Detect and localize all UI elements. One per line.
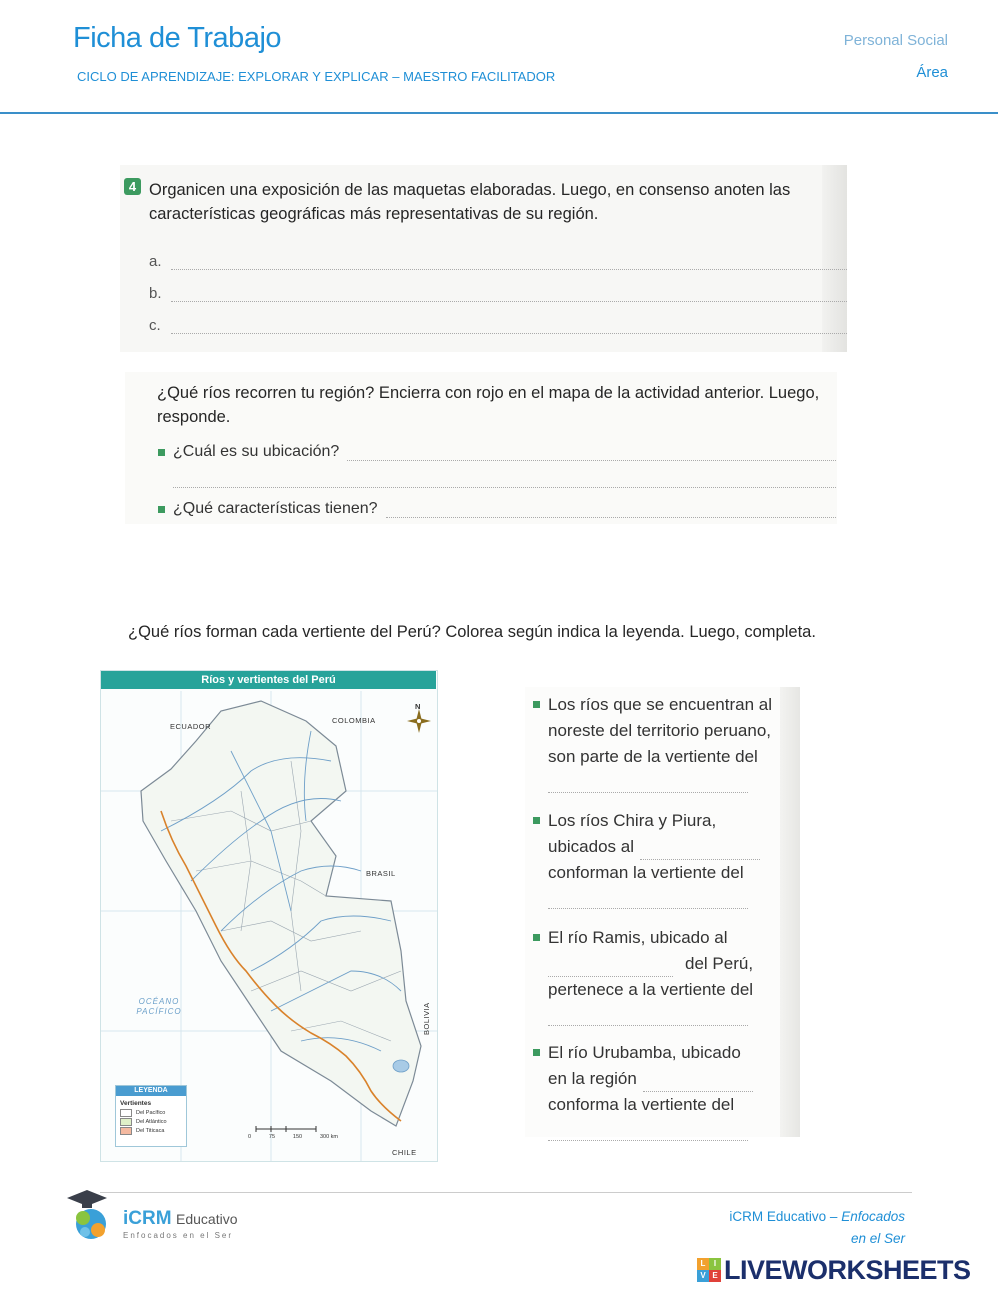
- completion-field-2b[interactable]: [548, 886, 748, 909]
- answer-row-c: [149, 312, 847, 334]
- answer-field-location[interactable]: [347, 444, 836, 461]
- badge-letter: I: [709, 1258, 721, 1270]
- answer-field-characteristics[interactable]: [386, 501, 836, 518]
- icrm-logo-icon: [63, 1188, 121, 1244]
- activity-4-prompt: Organicen una exposición de las maquetas elaboradas. Luego, en consenso anoten las características geográficas más representativas de su región.: [149, 181, 791, 223]
- map-legend: [115, 1085, 187, 1147]
- scale-label: 300 km: [319, 1134, 338, 1140]
- bullet-row: [158, 441, 836, 463]
- bullet-row: [158, 498, 836, 520]
- completion-field-4a[interactable]: [643, 1071, 753, 1092]
- completion-bullet-icon: [533, 934, 540, 941]
- lake-titicaca: [393, 1060, 409, 1072]
- completion-line: El río Ramis, ubicado al: [548, 928, 728, 947]
- scale-label: 150: [292, 1134, 303, 1140]
- rivers-question-prompt: ¿Qué ríos recorren tu región? Encierra con rojo en el mapa de la actividad anterior. Luego, responde.: [157, 384, 820, 426]
- rivers-bullets: [158, 441, 836, 520]
- completion-bullet-icon: [533, 817, 540, 824]
- completion-line: del Perú,: [685, 954, 754, 973]
- map-title: Ríos y vertientes del Perú: [101, 671, 436, 689]
- completion-row: [548, 808, 808, 834]
- footer-divider: [100, 1192, 912, 1193]
- legend-label: Del Pacífico: [136, 1110, 166, 1116]
- completion-field-3b[interactable]: [548, 1003, 748, 1026]
- completion-line: conforma la vertiente del: [548, 1095, 735, 1114]
- map-label-brasil: BRASIL: [366, 869, 396, 878]
- completion-field-1[interactable]: [548, 770, 748, 793]
- activity-4-answers: [149, 248, 847, 334]
- badge-letter: E: [709, 1270, 721, 1282]
- completion-line: Los ríos Chira y Piura,: [548, 811, 717, 830]
- completion-row: [548, 951, 808, 977]
- area-label: Área: [916, 64, 948, 81]
- scale-label: 0: [248, 1134, 252, 1140]
- legend-label: Del Titicaca: [136, 1128, 165, 1134]
- completion-field-4b[interactable]: [548, 1118, 748, 1141]
- footer-brand-italic: Enfocados: [841, 1209, 905, 1224]
- badge-letter: V: [697, 1270, 709, 1282]
- completion-item-4: [548, 1040, 808, 1141]
- completion-line: conforman la vertiente del: [548, 863, 744, 882]
- completion-row: [548, 1066, 808, 1092]
- map-label-ocean: OCÉANO PACÍFICO: [136, 997, 182, 1016]
- completion-item-2: [548, 808, 808, 909]
- bullet-icon: [158, 449, 165, 456]
- legend-title: Vertientes: [120, 1100, 152, 1107]
- completion-line: pertenece a la vertiente del: [548, 980, 754, 999]
- completion-bullet-icon: [533, 701, 540, 708]
- map-label-chile: CHILE: [392, 1148, 417, 1157]
- map-label-bolivia: BOLIVIA: [422, 1002, 431, 1035]
- legend-item-atlantico[interactable]: [120, 1118, 182, 1126]
- logo-main: iCRM: [123, 1208, 172, 1229]
- legend-item-pacifico[interactable]: [120, 1109, 182, 1117]
- answer-field-b[interactable]: [171, 287, 847, 302]
- bullet-question-location: ¿Cuál es su ubicación?: [173, 443, 340, 460]
- footer-brand-text: iCRM Educativo –: [729, 1209, 838, 1224]
- legend-swatch: [120, 1118, 132, 1126]
- bullet-question-characteristics: ¿Qué características tienen?: [173, 500, 378, 517]
- peru-territory: [141, 701, 421, 1126]
- badge-letter: L: [697, 1258, 709, 1270]
- answer-field-a[interactable]: [171, 255, 847, 270]
- answer-label: b.: [149, 285, 162, 302]
- map-label-colombia: COLOMBIA: [332, 716, 376, 725]
- page-subtitle: CICLO DE APRENDIZAJE: EXPLORAR Y EXPLICAR – MAESTRO FACILITADOR: [77, 69, 556, 84]
- answer-field-location-2[interactable]: [173, 463, 836, 488]
- scale-labels: [248, 1134, 338, 1140]
- logo-tagline: Enfocados en el Ser: [123, 1231, 234, 1240]
- footer-brand: [717, 1206, 905, 1250]
- bullet-icon: [158, 506, 165, 513]
- legend-item-titicaca[interactable]: [120, 1127, 182, 1135]
- activity-number-badge: 4: [124, 178, 141, 195]
- completion-item-3: [548, 925, 808, 1026]
- completion-line: El río Urubamba, ubicado: [548, 1043, 741, 1062]
- legend-header: LEYENDA: [116, 1086, 186, 1096]
- compass-rose-icon: [407, 709, 431, 733]
- legend-label: Del Atlántico: [136, 1119, 167, 1125]
- completion-bullet-icon: [533, 1049, 540, 1056]
- completion-field-2a[interactable]: [640, 839, 760, 860]
- liveworksheets-badge-icon: [697, 1258, 721, 1282]
- legend-swatch: [120, 1109, 132, 1117]
- answer-label: a.: [149, 253, 162, 270]
- legend-swatch: [120, 1127, 132, 1135]
- liveworksheets-logo[interactable]: LIVEWORKSHEETS: [724, 1255, 971, 1285]
- answer-row-b: [149, 280, 847, 302]
- answer-field-c[interactable]: [171, 319, 847, 334]
- completion-line: noreste del territorio peruano,: [548, 721, 772, 740]
- map-label-ecuador: ECUADOR: [170, 722, 212, 731]
- completion-line: en la región: [548, 1069, 637, 1088]
- completion-item-1: [548, 692, 808, 793]
- slopes-question-prompt: ¿Qué ríos forman cada vertiente del Perú? Colorea según indica la leyenda. Luego, completa.: [128, 623, 816, 641]
- completion-line: son parte de la vertiente del: [548, 747, 758, 766]
- completion-field-3a[interactable]: [548, 956, 673, 977]
- compass-north-label: N: [415, 702, 421, 711]
- footer-brand-line2: en el Ser: [850, 1231, 905, 1246]
- completion-row: [548, 834, 808, 860]
- page-title: Ficha de Trabajo: [73, 22, 282, 54]
- scale-label: 75: [268, 1134, 276, 1140]
- completion-line: Los ríos que se encuentran al: [548, 695, 772, 714]
- icrm-logo-text: [123, 1208, 238, 1240]
- subject-label: Personal Social: [843, 32, 948, 49]
- answer-label: c.: [149, 317, 161, 334]
- scale-bar: [256, 1126, 316, 1132]
- completion-line: ubicados al: [548, 837, 635, 856]
- logo-secondary: Educativo: [176, 1211, 238, 1227]
- answer-row-a: [149, 248, 847, 270]
- header-divider: [0, 112, 998, 114]
- footer-brand-line1: [717, 1206, 905, 1228]
